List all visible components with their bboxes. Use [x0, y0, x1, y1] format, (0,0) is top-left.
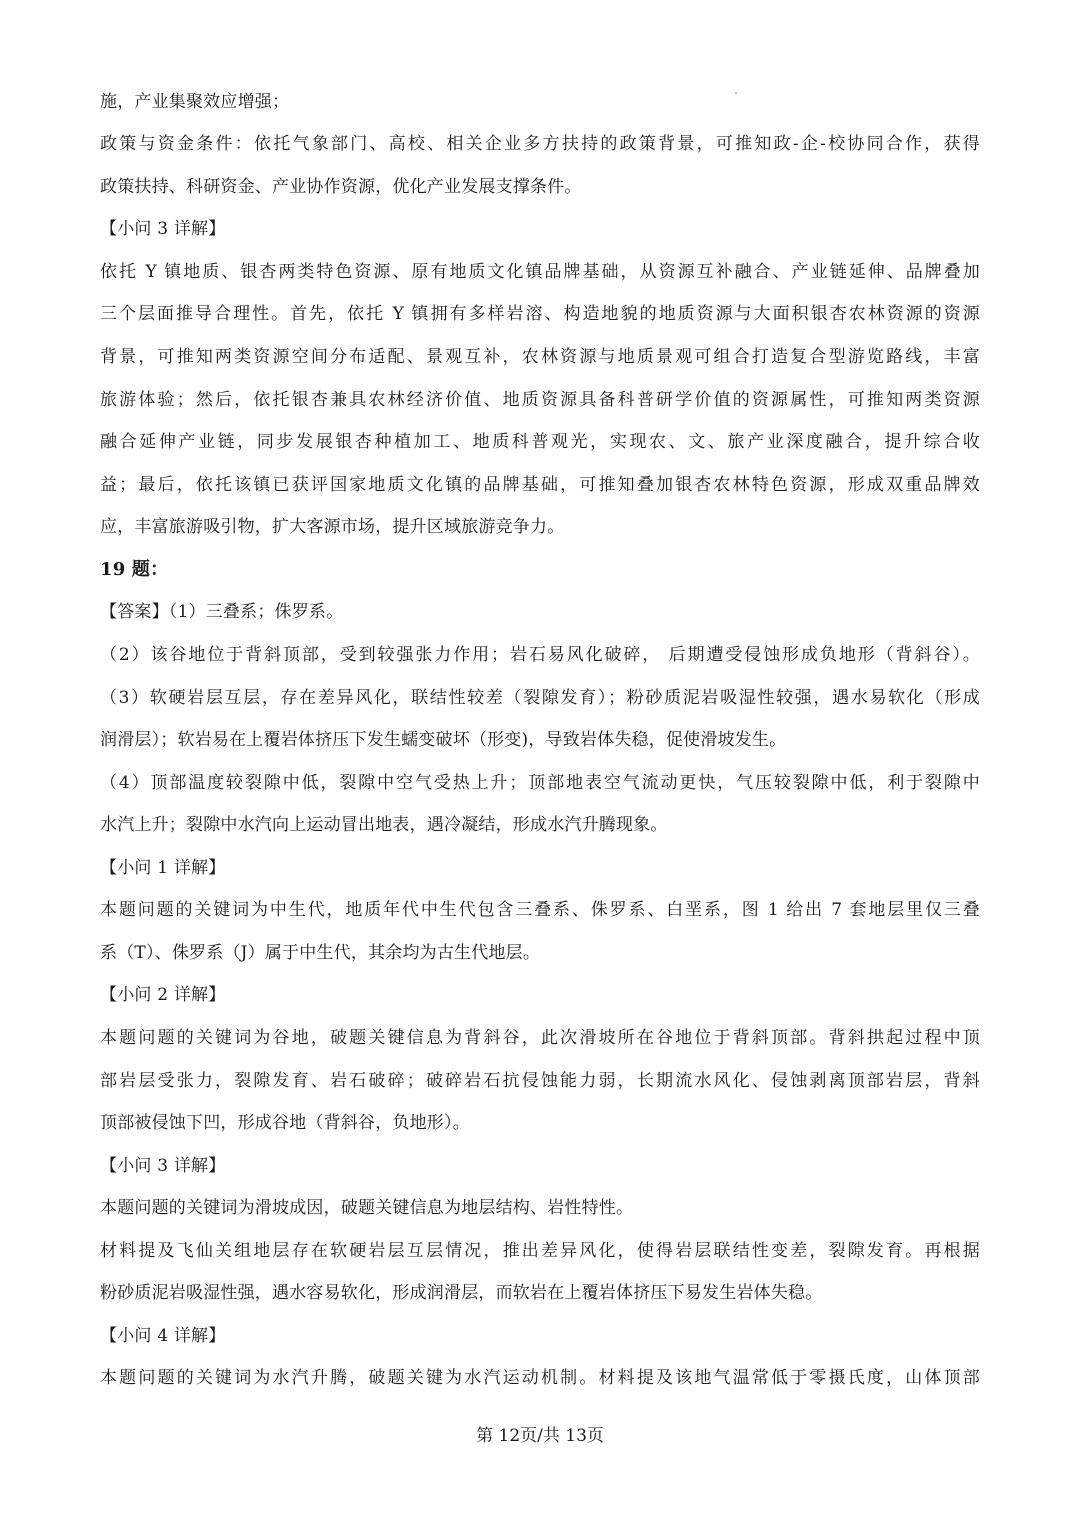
section-heading: 【小问 3 详解】: [100, 219, 226, 239]
question-heading: 19 题：: [100, 559, 169, 580]
text-line: 施，产业集聚效应增强；: [100, 92, 290, 112]
section-heading: 【小问 3 详解】: [100, 1156, 226, 1176]
text-line: 本题问题的关键词为水汽升腾，破题关键为水汽运动机制。材料提及该地气温常低于零摄氏度，山体顶部: [100, 1368, 980, 1388]
text-line: 政策扶持、科研资金、产业协作资源，优化产业发展支撑条件。: [100, 177, 582, 197]
text-line: 顶部被侵蚀下凹，形成谷地（背斜谷，负地形）。: [100, 1113, 470, 1133]
text-line: 政策与资金条件：依托气象部门、高校、相关企业多方扶持的政策背景，可推知政-企-校协同合作，获得: [100, 134, 980, 154]
text-line: 背景，可推知两类资源空间分布适配、景观互补，农林资源与地质景观可组合打造复合型游览路线，丰富: [100, 347, 980, 367]
answer-line: 润滑层）；软岩易在上覆岩体挤压下发生蠕变破坏（形变)，导致岩体失稳，促使滑坡发生。: [100, 730, 787, 750]
text-line: 部岩层受张力，裂隙发育、岩石破碎；破碎岩石抗侵蚀能力弱，长期流水风化、侵蚀剥离顶部岩层，背斜: [100, 1071, 980, 1091]
answer-line: 【答案】（1）三叠系；侏罗系。: [100, 602, 344, 622]
answer-line: 水汽上升；裂隙中水汽向上运动冒出地表，遇冷凝结，形成水汽升腾现象。: [100, 815, 668, 835]
section-heading: 【小问 1 详解】: [100, 858, 226, 878]
answer-line: （4）顶部温度较裂隙中低，裂隙中空气受热上升；顶部地表空气流动更快，气压较裂隙中低，利于裂隙中: [100, 773, 980, 793]
text-line: 本题问题的关键词为谷地，破题关键信息为背斜谷，此次滑坡所在谷地位于背斜顶部。背斜拱起过程中顶: [100, 1028, 980, 1048]
answer-line: （2）该谷地位于背斜顶部，受到较强张力作用；岩石易风化破碎， 后期遭受侵蚀形成负地形（背斜谷）。: [100, 645, 980, 665]
text-line: 益；最后，依托该镇已获评国家地质文化镇的品牌基础，可推知叠加银杏农林特色资源，形成双重品牌效: [100, 475, 980, 495]
text-line: 依托 Y 镇地质、银杏两类特色资源、原有地质文化镇品牌基础，从资源互补融合、产业链延伸、品牌叠加: [100, 262, 980, 282]
text-line: 本题问题的关键词为中生代，地质年代中生代包含三叠系、侏罗系、白垩系，图 1 给出 7 套地层里仅三叠: [100, 900, 980, 920]
section-heading: 【小问 2 详解】: [100, 985, 226, 1005]
text-line: 融合延伸产业链，同步发展银杏种植加工、地质科普观光，实现农、文、旅产业深度融合，提升综合收: [100, 432, 980, 452]
text-line: 三个层面推导合理性。首先，依托 Y 镇拥有多样岩溶、构造地貌的地质资源与大面积银杏农林资源的资源: [100, 304, 980, 324]
page-number: 第 12页/共 13页: [476, 1426, 604, 1446]
text-line: 本题问题的关键词为滑坡成因，破题关键信息为地层结构、岩性特性。: [100, 1198, 634, 1218]
section-heading: 【小问 4 详解】: [100, 1326, 226, 1346]
answer-line: （3）软硬岩层互层，存在差异风化，联结性较差（裂隙发育）；粉砂质泥岩吸湿性较强，遇水易软化（形成: [100, 688, 980, 708]
text-line: 旅游体验；然后，依托银杏兼具农林经济价值、地质资源具备科普研学价值的资源属性，可推知两类资源: [100, 390, 980, 410]
text-line: 材料提及飞仙关组地层存在软硬岩层互层情况，推出差异风化，使得岩层联结性变差，裂隙发育。再根据: [100, 1241, 980, 1261]
text-line: 粉砂质泥岩吸湿性强，遇水容易软化，形成润滑层，而软岩在上覆岩体挤压下易发生岩体失稳。: [100, 1283, 823, 1303]
text-line: 系（T）、侏罗系（J）属于中生代，其余均为古生代地层。: [100, 943, 541, 963]
text-line: 应，丰富旅游吸引物，扩大客源市场，提升区域旅游竞争力。: [100, 517, 565, 537]
